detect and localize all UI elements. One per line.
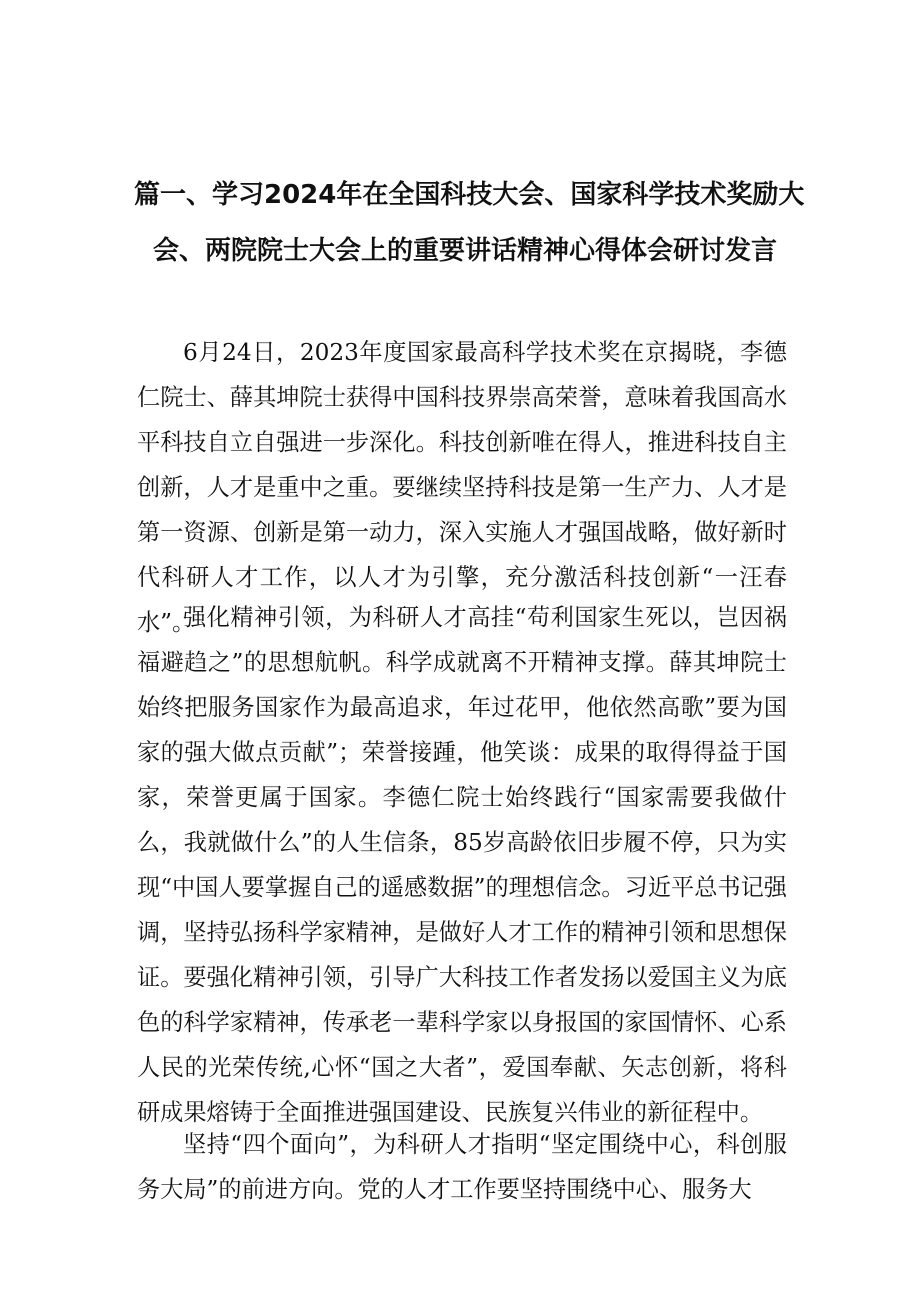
paragraph-1: 6月24日，2023年度国家最高科学技术奖在京揭晓，李德仁院士、薛其坤院士获得中国科技界崇高荣誉，意味着我国高水平科技自立自强进一步深化。科技创新唯在得人，推进科技自主创新，人才是重中之重。要继续坚持科技是第一生产力、人才是第一资源、创新是第一动力，深入实施人才强国战略，做好新时代科研人才工作，以人才为引擎，充分激活科技创新“一汪春水”。 [137,339,787,636]
paragraph-3: 坚持“四个面向”，为科研人才指明“坚定围绕中心，科创服务大局”的前进方向。党的人才工作要坚持围绕中心、服务大 [137,1131,787,1203]
paragraph-2: 强化精神引领，为科研人才高挂“苟利国家生死以，岂因祸福避趋之”的思想航帆。科学成就离不开精神支撑。薛其坤院士始终把服务国家作为最高追求，年过花甲，他依然高歌”要为国家的强大做点贡献”；荣誉接踵，他笑谈：成果的取得得益于国家，荣誉更属于国家。李德仁院士始终践行“国家需要我做什么，我就做什么”的人生信条，85岁高龄依旧步履不停，只为实现“中国人要掌握自己的遥感数据”的理想信念。习近平总书记强调，坚持弘扬科学家精神，是做好人才工作的精神引领和思想保证。要强化精神引领，引导广大科技工作者发扬以爱国主义为底色的科学家精神，传承老一辈科学家以身报国的家国情怀、心系人民的光荣传统,心怀“国之大者”，爱国奉献、矢志创新，将科研成果熔铸于全面推进强国建设、民族复兴伟业的新征程中。 [137,604,787,1126]
document-title-line-1: 篇一、学习2024年在全国科技大会、国家科学技术奖励大 [134,180,805,210]
document-title-line-2: 会、两院院士大会上的重要讲话精神心得体会研讨发言 [153,236,778,266]
